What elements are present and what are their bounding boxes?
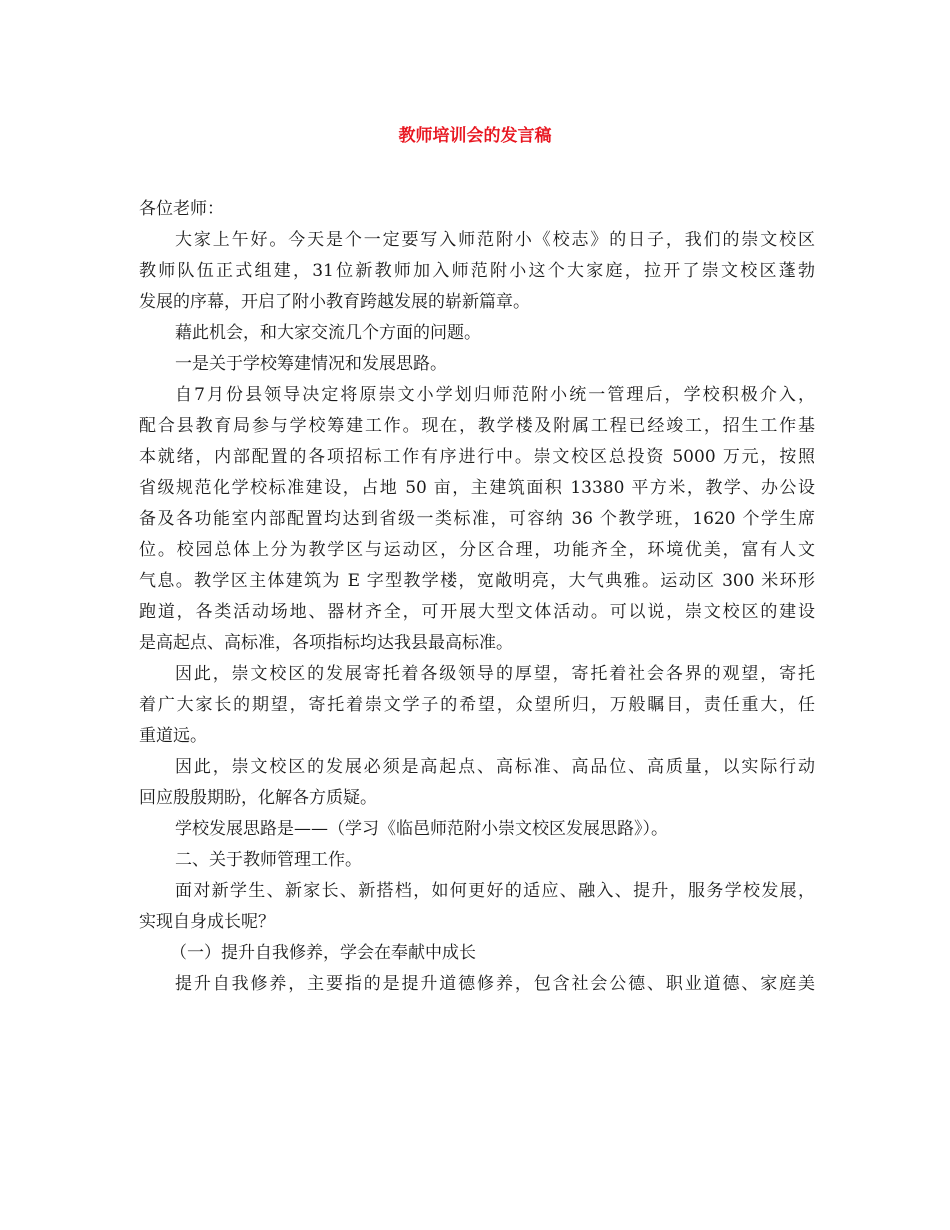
text-line: 因此，崇文校区的发展必须是高起点、高标准、高品位、高质量，以实际行动 [175,757,815,777]
text-line: 学校发展思路是——（学习《临邑师范附小崇文校区发展思路》）。 [175,819,668,839]
text-line: 回应殷殷期盼，化解各方质疑。 [139,788,377,808]
text-line: 是高起点、高标准，各项指标均达我县最高标准。 [139,633,513,653]
text-line: 一是关于学校筹建情况和发展思路。 [175,354,447,374]
text-line: 发展的序幕，开启了附小教育跨越发展的崭新篇章。 [139,292,530,312]
text-line: 各位老师： [139,199,224,219]
text-line: 备及各功能室内部配置均达到省级一类标准，可容纳 36 个教学班，1620 个学生席 [139,509,815,529]
text-line: 藉此机会，和大家交流几个方面的问题。 [175,323,481,343]
text-line: 实现自身成长呢？ [139,912,275,932]
text-line: 重道远。 [139,726,207,746]
text-line: 自7月份县领导决定将原崇文小学划归师范附小统一管理后，学校积极介入， [175,385,815,405]
text-line: 配合县教育局参与学校筹建工作。现在，教学楼及附属工程已经竣工，招生工作基 [139,416,815,436]
document-body [139,194,815,1000]
text-line: （一）提升自我修养，学会在奉献中成长 [170,943,476,963]
text-line: 本就绪，内部配置的各项招标工作有序进行中。崇文校区总投资 5000 万元，按照 [139,447,815,467]
text-line: 教师队伍正式组建，31位新教师加入师范附小这个大家庭，拉开了崇文校区蓬勃 [139,261,815,281]
text-line: 跑道，各类活动场地、器材齐全，可开展大型文体活动。可以说，崇文校区的建设 [139,602,815,622]
text-line: 着广大家长的期望，寄托着崇文学子的希望，众望所归，万般瞩目，责任重大，任 [139,695,815,715]
text-line: 省级规范化学校标准建设，占地 50 亩，主建筑面积 13380 平方米，教学、办公设 [139,478,815,498]
text-line: 大家上午好。今天是个一定要写入师范附小《校志》的日子，我们的崇文校区 [175,230,815,250]
text-line: 二、关于教师管理工作。 [175,850,362,870]
document-title: 教师培训会的发言稿 [398,126,552,146]
text-line: 提升自我修养，主要指的是提升道德修养，包含社会公德、职业道德、家庭美 [175,974,815,994]
text-line: 气息。教学区主体建筑为 E 字型教学楼，宽敞明亮，大气典雅。运动区 300 米环形 [139,571,815,591]
text-line: 位。校园总体上分为教学区与运动区，分区合理，功能齐全，环境优美，富有人文 [139,540,815,560]
text-line: 因此，崇文校区的发展寄托着各级领导的厚望，寄托着社会各界的观望，寄托 [175,664,815,684]
text-line: 面对新学生、新家长、新搭档，如何更好的适应、融入、提升，服务学校发展， [175,881,815,901]
